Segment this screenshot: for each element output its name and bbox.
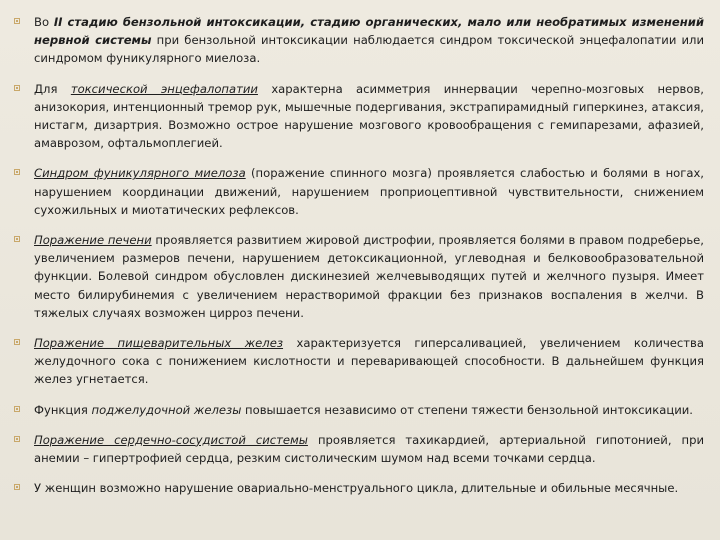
bullet-icon	[14, 85, 20, 91]
bullet-paragraph-cardiovascular	[14, 431, 704, 467]
bullet-icon	[14, 339, 20, 345]
para-text: характеризуется гиперсаливацией, увеличением количества желудочного сока с понижением кислотности и переваривающей способности. В дальнейшем функция желез угнетается.	[34, 336, 704, 387]
para-text: характерна асимметрия иннервации черепно-мозговых нервов, анизокория, интенционный тремор рук, мышечные подергивания, экстрапирамидный гиперкинез, атаксия, нистагм, дизартрия. Возможно острое нарушение мозгового кровообращения с гемипарезами, афазией, амаврозом, офтальмоплегией.	[34, 81, 704, 151]
para-text: при бензольной интоксикации наблюдается синдром токсической энцефалопатии или синдромом фуникулярного миелоза.	[34, 33, 704, 66]
bullet-icon	[14, 484, 20, 490]
para-text-prefix: Во	[34, 15, 54, 29]
liver-term: Поражение печени	[34, 233, 152, 248]
bullet-icon	[14, 236, 20, 242]
bullet-paragraph-funicular-myelosis	[14, 164, 704, 219]
bullet-icon	[14, 18, 20, 24]
bullet-paragraph-liver	[14, 231, 704, 322]
stage-two-emphasis: II стадию бензольной интоксикации, стадию органических, мало или необратимых изменений нервной системы	[34, 15, 704, 48]
para-text: У женщин возможно нарушение овариально-менструального цикла, длительные и обильные месячные.	[34, 481, 679, 496]
para-text-prefix: Функция	[34, 402, 92, 417]
bullet-paragraph-digestive-glands	[14, 334, 704, 389]
para-text: повышается независимо от степени тяжести бензольной интоксикации.	[241, 402, 693, 417]
bullet-icon	[14, 169, 20, 175]
para-text-prefix: Для	[34, 81, 71, 96]
bullet-paragraph-pancreas	[14, 401, 704, 419]
pancreas-term: поджелудочной железы	[91, 402, 242, 417]
digestive-glands-term: Поражение пищеварительных желез	[34, 336, 284, 351]
bullet-paragraph-women	[14, 479, 704, 497]
cardiovascular-term: Поражение сердечно-сосудистой системы	[34, 432, 308, 447]
para-text: проявляется развитием жировой дистрофии, проявляется болями в правом подреберье, увеличением размеров печени, нарушением детоксикационной, углеводная и белковообразовательной функции. Болевой синдром обусловлен дискинезией желчевыводящих путей и желчного пузыря. Имеет место билирубинемия с увеличением нерастворимой фракции без признаков воспаления в желчи. В тяжелых случаях возможен цирроз печени.	[34, 233, 704, 320]
bullet-icon	[14, 436, 20, 442]
para-text: проявляется тахикардией, артериальной гипотонией, при анемии – гипертрофией сердца, резким систолическим шумом над всеми точками сердца.	[34, 432, 704, 466]
funicular-myelosis-term: Синдром фуникулярного миелоза	[34, 166, 246, 181]
bullet-icon	[14, 406, 20, 412]
bullet-paragraph-stage-two	[14, 13, 704, 68]
bullet-list	[14, 13, 704, 509]
encephalopathy-term: токсической энцефалопатии	[70, 81, 258, 96]
para-text: (поражение спинного мозга) проявляется слабостью и болями в ногах, нарушением координации движений, нарушением проприоцептивной чувствительности, снижением сухожильных и миотатических рефлексов.	[34, 166, 704, 217]
bullet-paragraph-encephalopathy	[14, 80, 704, 153]
